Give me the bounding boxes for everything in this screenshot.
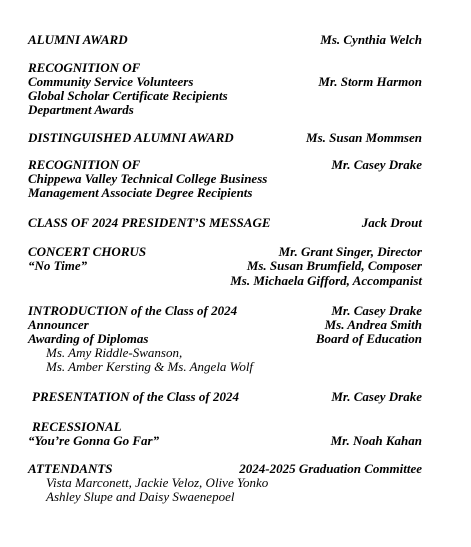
introduction-line: Awarding of Diplomas [28, 331, 149, 346]
attendant-names: Vista Marconett, Jackie Veloz, Olive Yonko [46, 475, 269, 490]
president-message-label: CLASS OF 2024 PRESIDENT’S MESSAGE [28, 215, 271, 230]
introduction-person: Ms. Andrea Smith [324, 317, 422, 332]
alumni-award-label: ALUMNI AWARD [28, 32, 128, 47]
attendant-names: Ashley Slupe and Daisy Swaenepoel [46, 489, 235, 504]
distinguished-award-label: DISTINGUISHED ALUMNI AWARD [28, 130, 234, 145]
introduction-line: Announcer [28, 317, 89, 332]
concert-song: “No Time” [28, 258, 88, 273]
recognition2-person: Mr. Casey Drake [331, 157, 422, 172]
diploma-presenter-names: Ms. Amber Kersting & Ms. Angela Wolf [46, 359, 254, 374]
recognition1-heading: RECOGNITION OF [28, 60, 141, 75]
recessional-person: Mr. Noah Kahan [330, 433, 422, 448]
recognition1-line: Community Service Volunteers [28, 74, 194, 89]
attendants-label: ATTENDANTS [28, 461, 113, 476]
introduction-person: Mr. Casey Drake [331, 303, 422, 318]
diploma-presenter-names: Ms. Amy Riddle-Swanson, [46, 345, 183, 360]
president-message-person: Jack Drout [361, 215, 422, 230]
recognition1-line: Global Scholar Certificate Recipients [28, 88, 228, 103]
concert-person: Ms. Michaela Gifford, Accompanist [230, 273, 422, 288]
recognition2-heading: RECOGNITION OF [28, 157, 141, 172]
alumni-award-person: Ms. Cynthia Welch [320, 32, 422, 47]
recognition2-line: Chippewa Valley Technical College Business [28, 171, 268, 186]
recognition2-line: Management Associate Degree Recipients [28, 185, 253, 200]
recognition1-line: Department Awards [28, 102, 134, 117]
recessional-label: RECESSIONAL [32, 419, 122, 434]
recessional-song: “You’re Gonna Go Far” [28, 433, 160, 448]
graduation-committee: 2024-2025 Graduation Committee [239, 461, 422, 476]
introduction-person: Board of Education [315, 331, 422, 346]
recognition1-person: Mr. Storm Harmon [318, 74, 422, 89]
presentation-person: Mr. Casey Drake [331, 389, 422, 404]
introduction-heading: INTRODUCTION of the Class of 2024 [28, 303, 238, 318]
presentation-label: PRESENTATION of the Class of 2024 [32, 389, 239, 404]
concert-chorus-label: CONCERT CHORUS [28, 244, 147, 259]
concert-person: Ms. Susan Brumfield, Composer [246, 258, 422, 273]
distinguished-award-person: Ms. Susan Mommsen [306, 130, 422, 145]
concert-person: Mr. Grant Singer, Director [278, 244, 422, 259]
